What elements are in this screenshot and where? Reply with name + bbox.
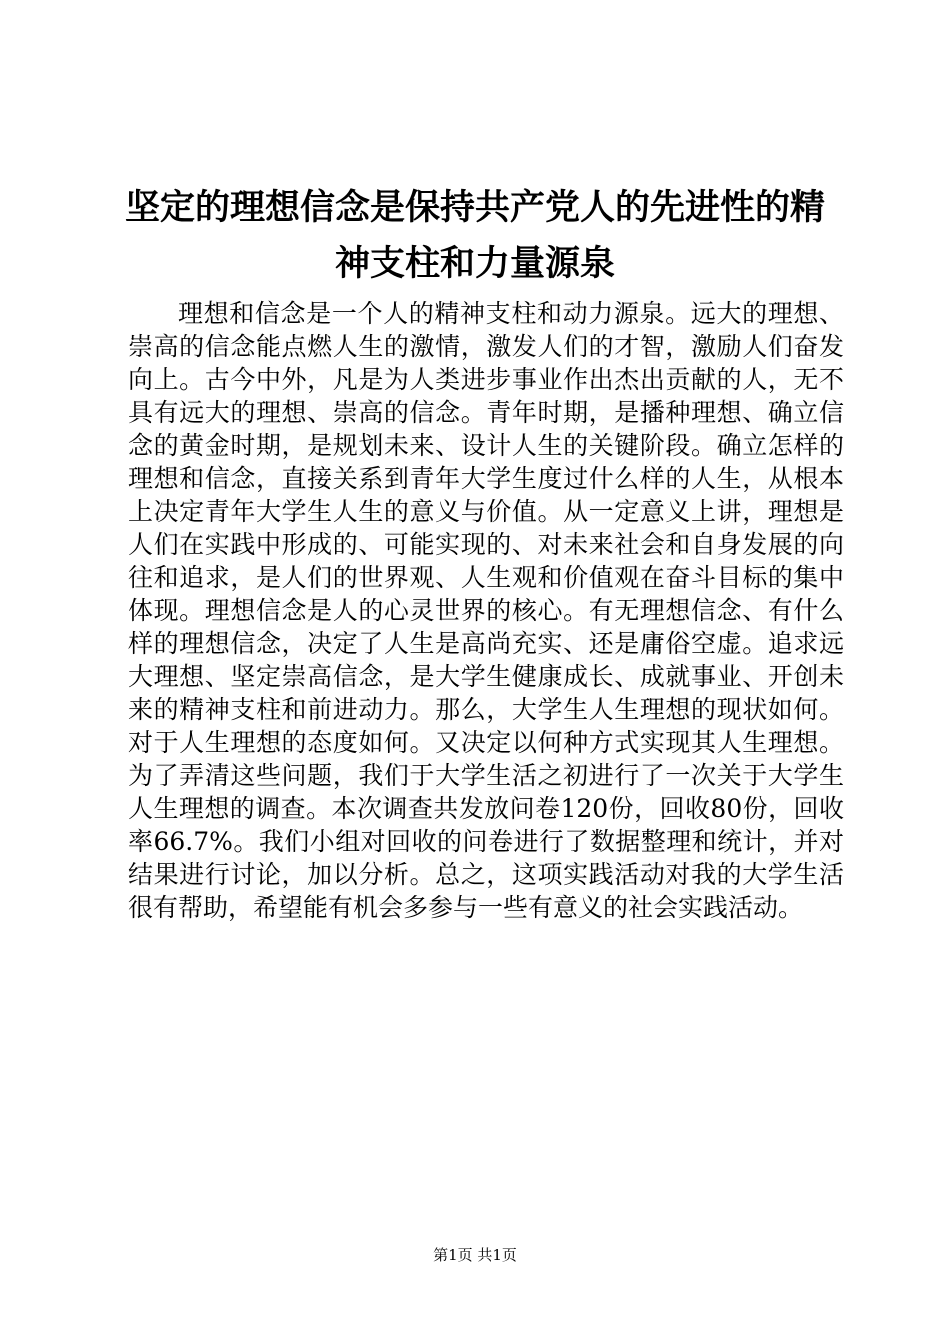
document-title: 坚定的理想信念是保持共产党人的先进性的精神支柱和力量源泉	[124, 188, 825, 284]
document-body-paragraph: 理想和信念是一个人的精神支柱和动力源泉。远大的理想、崇高的信念能点燃人生的激情，激发人们的才智，激励人们奋发向上。古今中外，凡是为人类进步事业作出杰出贡献的人，无不具有远大的理想、崇高的信念。青年时期，是播种理想、确立信念的黄金时期，是规划未来、设计人生的关键阶段。确立怎样的理想和信念，直接关系到青年大学生度过什么样的人生，从根本上决定青年大学生人生的意义与价值。从一定意义上讲，理想是人们在实践中形成的、可能实现的、对未来社会和自身发展的向往和追求，是人们的世界观、人生观和价值观在奋斗目标的集中体现。理想信念是人的心灵世界的核心。有无理想信念、有什么样的理想信念，决定了人生是高尚充实、还是庸俗空虚。追求远大理想、坚定崇高信念，是大学生健康成长、成就事业、开创未来的精神支柱和前进动力。那么，大学生人生理想的现状如何。对于人生理想的态度如何。又决定以何种方式实现其人生理想。为了弄清这些问题，我们于大学生活之初进行了一次关于大学生人生理想的调查。本次调查共发放问卷120份，回收80份，回收率66.7%。我们小组对回收的问卷进行了数据整理和统计，并对结果进行讨论，加以分析。总之，这项实践活动对我的大学生活很有帮助，希望能有机会多参与一些有意义的社会实践活动。	[128, 299, 844, 922]
page-number-footer: 第1页 共1页	[433, 1246, 517, 1264]
